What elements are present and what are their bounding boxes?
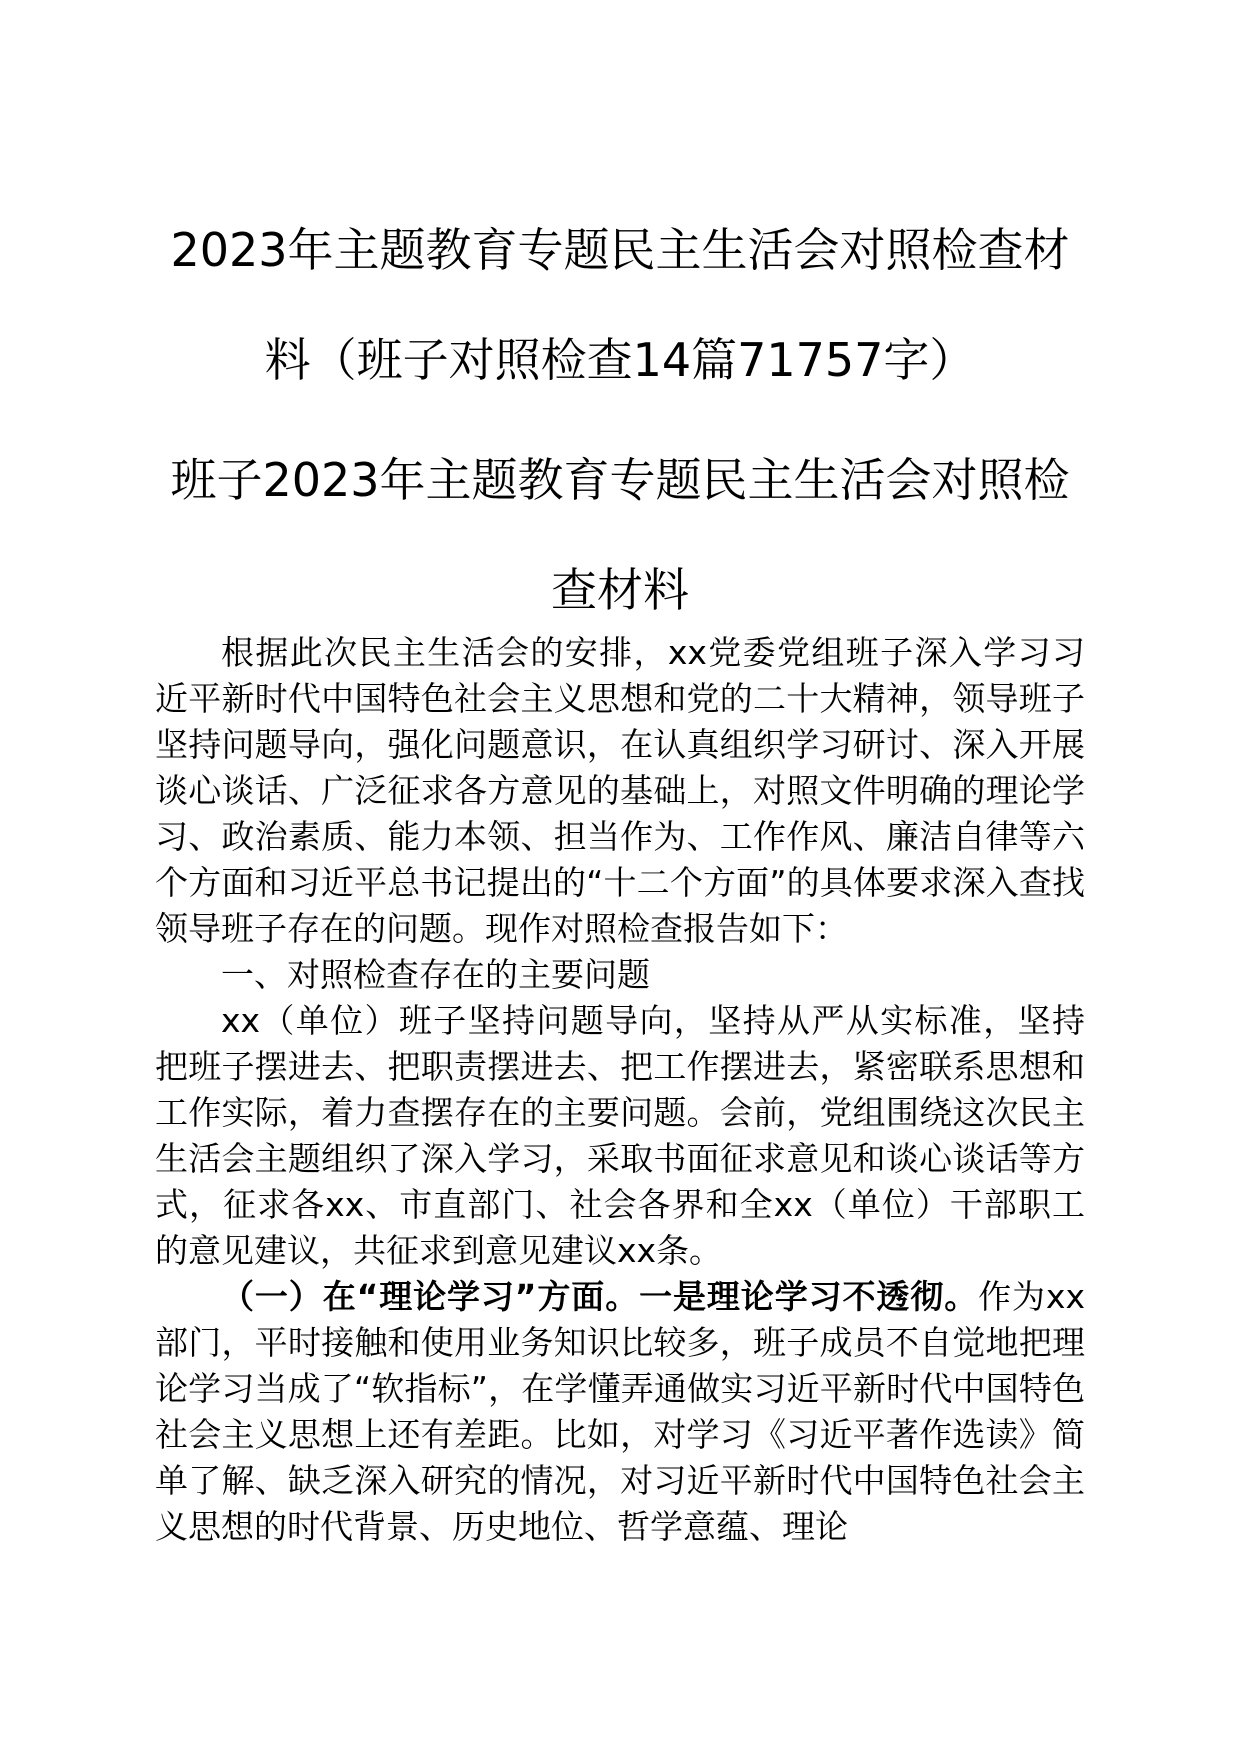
document-sub-title: 班子2023年主题教育专题民主生活会对照检查材料 (170, 453, 1070, 617)
document-body (155, 630, 1085, 1550)
point-one-heading: （一）在“理论学习”方面。一是理论学习不透彻。 (221, 1277, 979, 1316)
intro-paragraph: 根据此次民主生活会的安排，xx党委党组班子深入学习习近平新时代中国特色社会主义思想和党的二十大精神，领导班子坚持问题导向，强化问题意识，在认真组织学习研讨、深入开展谈心谈话、广泛征求各方意见的基础上，对照文件明确的理论学习、政治素质、能力本领、担当作为、工作作风、廉洁自律等六个方面和习近平总书记提出的“十二个方面”的具体要求深入查找领导班子存在的问题。现作对照检查报告如下： (155, 633, 1085, 948)
point-one-text: 作为xx部门，平时接触和使用业务知识比较多，班子成员不自觉地把理论学习当成了“软指标”，在学懂弄通做实习近平新时代中国特色社会主义思想上还有差距。比如，对学习《习近平著作选读》简单了解、缺乏深入研究的情况，对习近平新时代中国特色社会主义思想的时代背景、历史地位、哲学意蕴、理论 (155, 1277, 1085, 1546)
document-main-title: 2023年主题教育专题民主生活会对照检查材料（班子对照检查14篇71757字） (170, 223, 1070, 387)
section-body-paragraph: xx（单位）班子坚持问题导向，坚持从严从实标准，坚持把班子摆进去、把职责摆进去、把工作摆进去，紧密联系思想和工作实际，着力查摆存在的主要问题。会前，党组围绕这次民主生活会主题组织了深入学习，采取书面征求意见和谈心谈话等方式，征求各xx、市直部门、社会各界和全xx（单位）干部职工的意见建议，共征求到意见建议xx条。 (155, 1001, 1085, 1270)
point-one-paragraph (155, 1274, 1085, 1550)
section-heading: 一、对照检查存在的主要问题 (221, 955, 650, 994)
